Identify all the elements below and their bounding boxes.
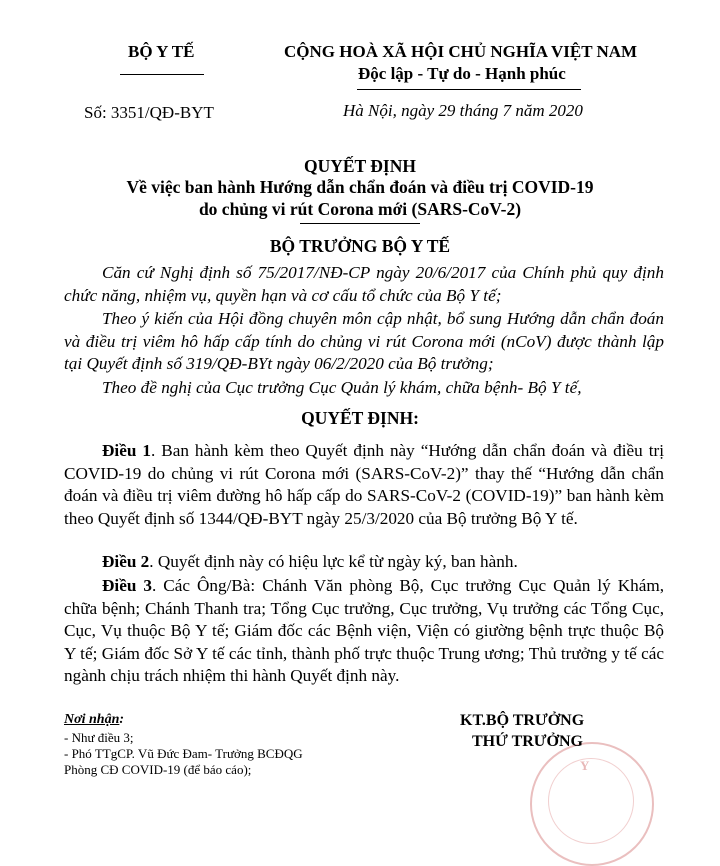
seal-lettering: Y (580, 758, 590, 773)
signature-title-1: KT.BỘ TRƯỞNG (460, 712, 585, 729)
recipients-heading (64, 712, 124, 728)
document-number: Số: 3351/QĐ-BYT (84, 103, 214, 122)
article-3-text: . Các Ông/Bà: Chánh Văn phòng Bộ, Cục trưởng Cục Quản lý Khám, chữa bệnh; Chánh Thanh tra; Tổng Cục trưởng, Cục trưởng, Vụ trưởng các Tổng Cục, Cục, Vụ thuộc Bộ Y tế; Giám đốc các Bệnh viện, Viện có giường bệnh trực thuộc Bộ Y tế; Giám đốc Sở Y tế các tỉnh, thành phố trực thuộc Trung ương; Thủ trưởng y tế các ngành chịu trách nhiệm thi hành Quyết định này. (64, 576, 664, 686)
article-2-text: . Quyết định này có hiệu lực kể từ ngày ký, ban hành. (149, 552, 518, 571)
agency-underline (120, 74, 204, 75)
motto-underline (357, 89, 581, 90)
article-3 (64, 575, 664, 688)
recipient-item-2: - Phó TTgCP. Vũ Đức Đam- Trưởng BCĐQG (64, 746, 303, 761)
recipients-heading-text: Nơi nhận (64, 712, 120, 727)
recipient-item-3: Phòng CĐ COVID-19 (để báo cáo); (64, 762, 252, 777)
preamble-2: Theo ý kiến của Hội đồng chuyên môn cập nhật, bổ sung Hướng dẫn chẩn đoán và điều trị viêm hô hấp cấp tính do chủng vi rút Corona mới (nCoV) được thành lập tại Quyết định số 319/QĐ-BYt ngày 06/2/2020 của Bộ trưởng; (64, 309, 664, 374)
recipient-item-1: - Như điều 3; (64, 730, 134, 745)
preamble-1: Căn cứ Nghị định số 75/2017/NĐ-CP ngày 20/6/2017 của Chính phủ quy định chức năng, nhiệm vụ, quyền hạn và cơ cấu tổ chức của Bộ Y tế; (64, 263, 664, 305)
signature-title-2: THỨ TRƯỞNG (472, 733, 583, 750)
recipients-heading-colon: : (119, 712, 125, 727)
article-1-label: Điều 1 (102, 441, 151, 460)
agency-name: BỘ Y TẾ (128, 42, 195, 61)
preamble-3: Theo đề nghị của Cục trưởng Cục Quản lý khám, chữa bệnh- Bộ Y tế, (102, 378, 582, 397)
republic-name: CỘNG HOÀ XÃ HỘI CHỦ NGHĨA VIỆT NAM (284, 42, 638, 61)
article-2-label: Điều 2 (102, 552, 150, 571)
issuer-title: BỘ TRƯỞNG BỘ Y TẾ (269, 236, 451, 256)
article-1-text: . Ban hành kèm theo Quyết định này “Hướng dẫn chẩn đoán và điều trị COVID-19 do chủng vi rút Corona mới (SARS-CoV-2)” thay thế “Hướng dẫn chẩn đoán và điều trị viêm đường hô hấp cấp do SARS-CoV-2 (COVID-19)” ban hành kèm theo Quyết định số 1344/QĐ-BYT ngày 25/3/2020 của Bộ trưởng Bộ Y tế. (64, 441, 665, 528)
national-motto: Độc lập - Tự do - Hạnh phúc (358, 64, 566, 83)
article-3-label: Điều 3 (102, 576, 152, 595)
document-type: QUYẾT ĐỊNH (304, 156, 416, 176)
article-2 (64, 551, 664, 574)
official-seal-inner-ring (548, 758, 634, 844)
subject-line-1: Về việc ban hành Hướng dẫn chẩn đoán và điều trị COVID-19 (126, 177, 594, 197)
place-date: Hà Nội, ngày 29 tháng 7 năm 2020 (343, 101, 583, 120)
article-1 (64, 440, 664, 530)
subject-line-2: do chủng vi rút Corona mới (SARS-CoV-2) (198, 199, 522, 219)
decision-heading: QUYẾT ĐỊNH: (301, 408, 419, 428)
subject-underline (300, 223, 420, 224)
